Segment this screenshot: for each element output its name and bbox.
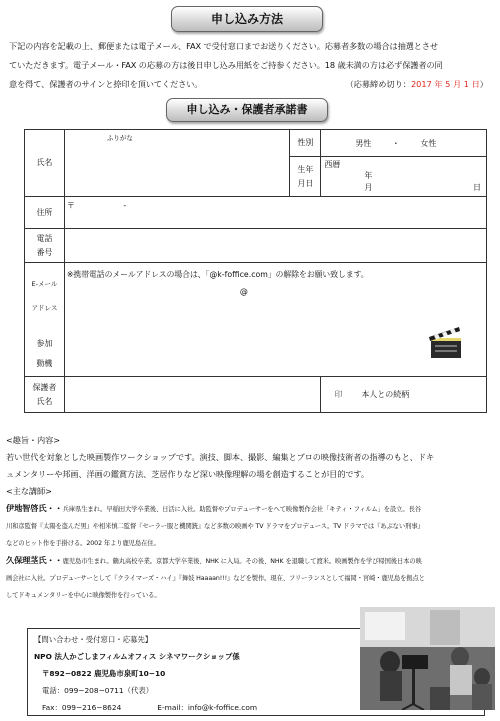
deadline-date: 2017 年 5 月 1 日 — [410, 79, 480, 89]
instructor-1-line-1 — [6, 500, 494, 518]
name-label-text: 氏名 — [36, 158, 53, 167]
motive-label-line-1: 参加 — [36, 339, 53, 348]
contact-fax-email — [34, 699, 257, 716]
email-motive-field[interactable] — [64, 263, 486, 377]
instructor-2-bio-1: 鹿児島市生まれ。鶴丸高校卒業。京都大学卒業後、NHK に入局。その後、NHK を退職して渡米。映画製作を学び帰国後日本の映 — [62, 558, 422, 565]
contact-heading: 【問い合わせ・受付窓口・応募先】 — [34, 635, 153, 644]
instructor-1-name: 伊地智啓氏・・ — [6, 503, 63, 513]
application-form — [24, 129, 487, 413]
gender-female-option[interactable]: 女性 — [420, 138, 437, 148]
instructor-2-line-2: 画会社に入社。プロデューサーとして『クライマーズ・ハイ』『舞妓 Haaaan!!!』などを製作。現在、フリーランスとして福岡・宮崎・鹿児島を拠点と — [6, 575, 425, 582]
info-section — [6, 432, 494, 604]
instructors-heading: <主な講師> — [6, 486, 52, 496]
address-label-text: 住所 — [36, 207, 53, 217]
clapperboard-icon — [425, 323, 465, 361]
deadline-text — [345, 75, 488, 94]
email-label-line-2: アドレス — [31, 304, 58, 312]
instructor-1-line-3: などのヒット作を手掛ける。2002 年より鹿児島在住。 — [6, 540, 160, 547]
contact-text — [34, 631, 257, 716]
address-field[interactable] — [64, 197, 486, 229]
guardian-name-field[interactable] — [64, 377, 343, 413]
seal-mark: 印 — [334, 390, 343, 399]
name-field[interactable] — [64, 130, 290, 197]
about-line-2: ュメンタリーや邦画、洋画の鑑賞方法、芝居作りなど深い映像理解の場を創造することが目的です。 — [6, 469, 369, 479]
guardian-label — [25, 377, 65, 413]
page-title: 申し込み方法 — [171, 6, 323, 32]
gender-field[interactable] — [321, 130, 487, 157]
era-label: 西暦 — [324, 160, 341, 169]
motive-label-line-2: 動機 — [36, 359, 53, 368]
guardian-label-line-1: 保護者 — [32, 382, 57, 392]
email-motive-label — [25, 263, 65, 377]
form-title: 申し込み・保護者承諾書 — [166, 98, 328, 122]
guardian-label-line-2: 氏名 — [36, 396, 53, 406]
month-label: 月 — [364, 183, 373, 192]
year-label: 年 — [364, 171, 373, 180]
address-label — [25, 197, 65, 229]
day-label: 日 — [473, 183, 481, 192]
email-note: ※携帯電話のメールアドレスの場合は、「@k-foffice.com」の解除をお願い致します。 — [66, 270, 369, 279]
postal-dash: - — [123, 201, 127, 210]
gender-label — [290, 130, 321, 157]
intro-line-3: 意を得て、保護者のサインと捺印を頂いてください。 — [9, 79, 203, 89]
at-mark: @ — [239, 287, 248, 296]
contact-phone: 電話：099−208−0711（代表） — [42, 686, 154, 695]
birth-label — [290, 157, 321, 197]
instructor-1-bio-1: 兵庫県生まれ。早稲田大学卒業後、日活に入社。助監督やプロデューサーをへて映像製作会社「キティ・フィルム」を設立。長谷 — [62, 506, 421, 513]
instructor-2-line-3: してドキュメンタリーを中心に映像製作を行っている。 — [6, 592, 161, 599]
instructor-2-line-1 — [6, 552, 494, 570]
contact-fax: Fax：099−216−8624 — [42, 703, 122, 712]
phone-field[interactable] — [64, 229, 486, 263]
gender-label-text: 性別 — [297, 138, 314, 147]
postal-mark: 〒 — [66, 201, 75, 210]
phone-label-line-2: 番号 — [36, 247, 53, 257]
instructor-2-name: 久保理茎氏・・ — [6, 555, 63, 565]
about-heading: <趣旨・内容> — [6, 435, 60, 445]
instructor-1-line-2: 川和彦監督『太陽を盗んだ男』や相米慎二監督『セーラー服と機関銃』など多数の映画や TV ドラマをプロデュース。TV ドラマでは『あぶない刑事』 — [6, 523, 424, 530]
relation-field[interactable] — [321, 377, 487, 413]
intro-line-1: 下記の内容を記載の上、郵便または電子メール、FAX で受付窓口までお送りください。応募者多数の場合は抽選とさせ — [9, 41, 439, 51]
gender-male-option[interactable]: 男性 — [355, 138, 372, 148]
contact-org: NPO 法人かごしまフィルムオフィス シネマワークショップ係 — [34, 652, 240, 661]
email-label-line-1: E-メール — [31, 280, 58, 288]
birth-label-line-1: 生年 — [297, 164, 314, 174]
workshop-photo — [360, 607, 495, 710]
deadline-prefix: （応募締め切り： — [345, 79, 411, 89]
phone-label-line-1: 電話 — [36, 233, 53, 243]
phone-label — [25, 229, 65, 263]
contact-email: E-mail：info@k-foffice.com — [157, 703, 258, 712]
birth-label-line-2: 月日 — [297, 178, 314, 188]
birth-field[interactable] — [321, 157, 487, 197]
intro-line-2: ていただきます。電子メール・FAX の応募の方は後日申し込み用紙をご持参ください。18 歳未満の方は必ず保護者の同 — [9, 60, 443, 70]
deadline-suffix: ） — [479, 79, 488, 89]
about-line-1: 若い世代を対象とした映画製作ワークショップです。演技、脚本、撮影、編集とプロの映像技術者の指導のもと、ドキ — [6, 452, 435, 462]
furigana-label: ふりがな — [106, 134, 133, 142]
contact-address: 〒892−0822 鹿児島市泉町10−10 — [42, 669, 166, 678]
gender-separator: ・ — [391, 138, 400, 148]
relation-label: 本人との続柄 — [361, 390, 410, 399]
name-label — [25, 130, 65, 197]
